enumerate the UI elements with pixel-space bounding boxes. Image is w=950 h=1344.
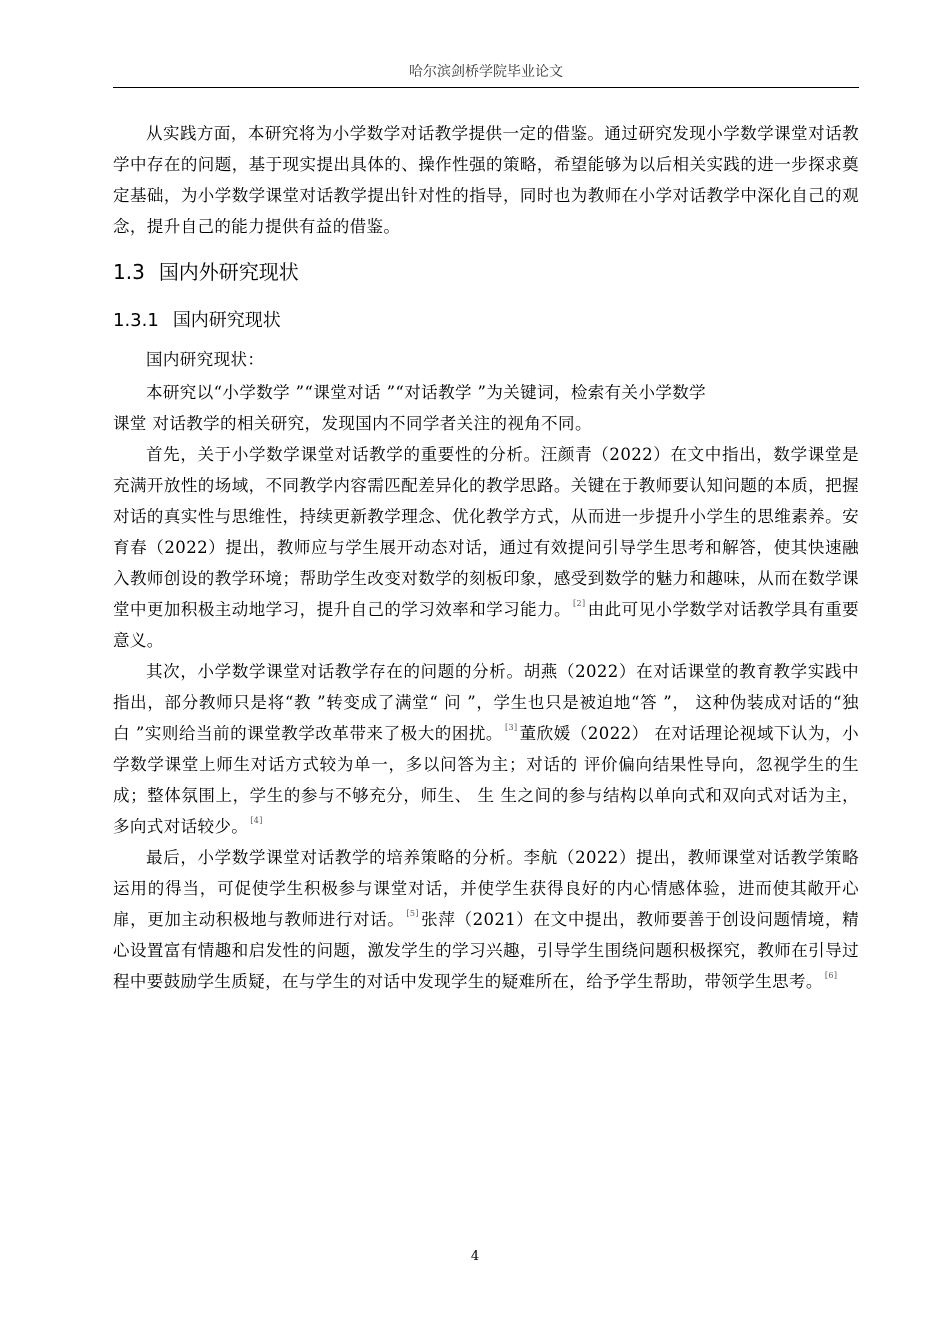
paragraph-strategies-middle: 张萍（2021）在文中提出，教师要善于创设问题情境，精心设置富有情趣和启发性的问题，激发学生的学习兴趣，引导学生围绕问题积极探究，教师在引导过程中要鼓励学生质疑，在与学生的对话中发现学生的疑难所在，给予学生帮助，带领学生思考。 — [113, 910, 859, 991]
intro-paragraph: 从实践方面，本研究将为小学数学对话教学提供一定的借鉴。通过研究发现小学数学课堂对话教学中存在的问题，基于现实提出具体的、操作性强的策略，希望能够为以后相关实践的进一步探求奠定基础，为小学数学课堂对话教学提出针对性的指导，同时也为教师在小学对话教学中深化自己的观念，提升自己的能力提供有益的借鉴。 — [113, 124, 859, 236]
section-heading — [113, 257, 859, 287]
paragraph-problems — [113, 656, 859, 842]
citation-5: [5] — [406, 909, 419, 918]
subsection-title: 国内研究现状 — [172, 310, 281, 331]
paragraph-strategies — [113, 842, 859, 997]
page-number: 4 — [470, 1249, 480, 1264]
intro-paragraph-block — [113, 118, 859, 242]
citation-2: [2] — [573, 599, 586, 608]
keywords-line-2: 课堂 对话教学的相关研究，发现国内不同学者关注的视角不同。 — [113, 414, 592, 433]
section-number: 1.3 — [113, 260, 145, 284]
paragraph-strategies-text: 最后，小学数学课堂对话教学的培养策略的分析。李航（2022）提出，教师课堂对话教学策略运用的得当，可促使学生积极参与课堂对话，并使学生获得良好的内心情感体验，进而使其敞开心扉，更加主动积极地与教师进行对话。 — [113, 848, 859, 929]
citation-6: [6] — [824, 971, 838, 980]
main-text-block — [113, 344, 859, 997]
paragraph-importance-tail: 由此可见小学数学对话教学具有重要意义。 — [113, 600, 859, 650]
subsection-number: 1.3.1 — [113, 310, 159, 331]
keywords-line-1: 本研究以“小学数学 ”“课堂对话 ”“对话教学 ”为关键词，检索有关小学数学 — [146, 383, 707, 402]
paragraph-problems-text: 其次，小学数学课堂对话教学存在的问题的分析。胡燕（2022）在对话课堂的教育教学实践中指出，部分教师只是将“教 ”转变成了满堂“ 问 ”，学生也只是被迫地“答 ”， 这种伪装成对话的“独白 ”实则给当前的课堂教学改革带来了极大的困扰。 — [113, 662, 859, 743]
citation-3: [3] — [504, 723, 518, 732]
subsection-heading — [113, 307, 859, 335]
header-divider — [113, 87, 859, 88]
paragraph-problems-middle: 董欣媛（2022） 在对话理论视域下认为，小学数学课堂上师生对话方式较为单一，多以问答为主；对话的 评价偏向结果性导向，忽视学生的生成；整体氛围上，学生的参与不够充分，师生、 生 生之间的参与结构以单向式和双向式对话为主，多向式对话较少。 — [113, 724, 859, 836]
citation-4: [4] — [250, 816, 263, 825]
page-header: 哈尔滨剑桥学院毕业论文 — [409, 64, 563, 80]
paragraph-importance-text: 首先，关于小学数学课堂对话教学的重要性的分析。汪颜青（2022）在文中指出，数学课堂是充满开放性的场域，不同教学内容需匹配差异化的教学思路。关键在于教师要认知问题的本质，把握对话的真实性与思维性，持续更新教学理念、优化教学方式，从而进一步提升小学生的思维素养。安育春（2022）提出，教师应与学生展开动态对话，通过有效提问引导学生思考和解答，使其快速融入教师创设的教学环境；帮助学生改变对数学的刻板印象，感受到数学的魅力和趣味，从而在数学课堂中更加积极主动地学习，提升自己的学习效率和学习能力。 — [113, 445, 859, 619]
lead-in-line: 国内研究现状： — [146, 350, 265, 369]
section-title: 国内外研究现状 — [158, 260, 299, 284]
paragraph-importance — [113, 439, 859, 656]
